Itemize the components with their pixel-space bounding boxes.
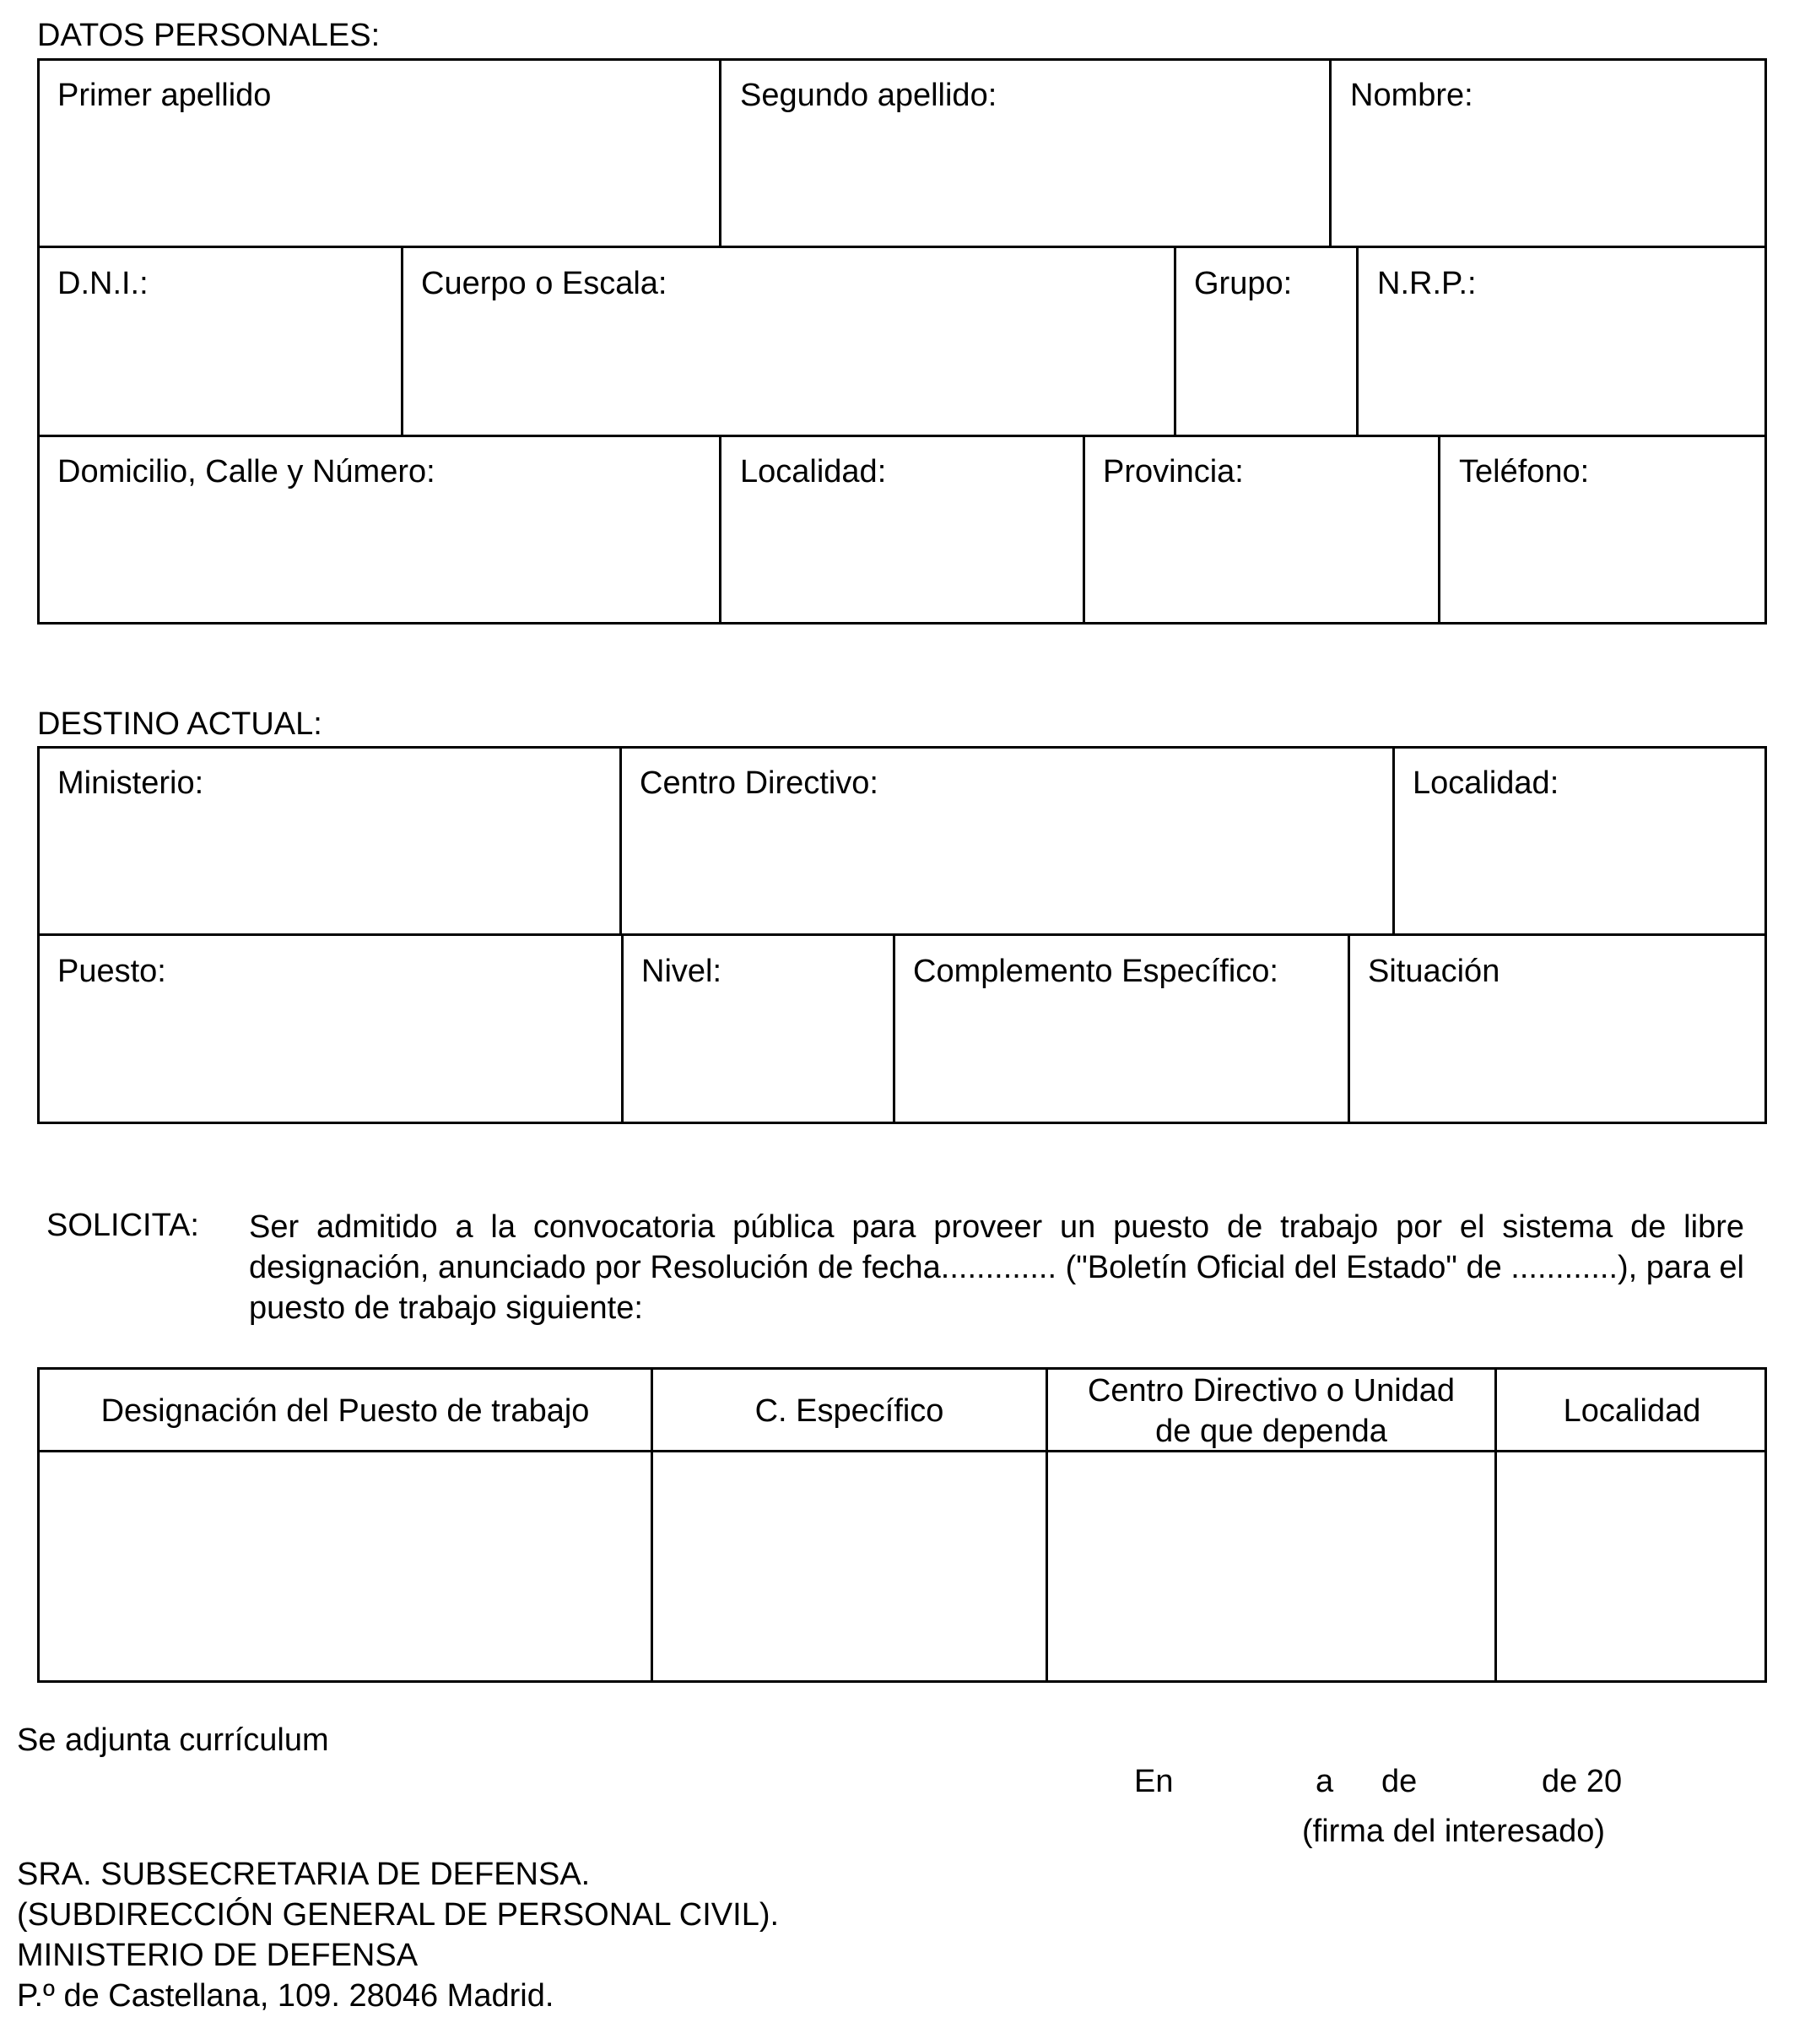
col-divider bbox=[1348, 933, 1350, 1124]
address-line: (SUBDIRECCIÓN GENERAL DE PERSONAL CIVIL). bbox=[17, 1897, 780, 1933]
adjunta-curriculum: Se adjunta currículum bbox=[17, 1722, 329, 1758]
field-provincia[interactable]: Provincia: bbox=[1103, 454, 1244, 489]
recipient-address bbox=[17, 1854, 779, 2016]
col-divider bbox=[1083, 435, 1085, 625]
row-divider bbox=[37, 246, 1767, 248]
cell-centro-input[interactable] bbox=[1048, 1452, 1494, 1680]
section-title-datos-personales: DATOS PERSONALES: bbox=[37, 18, 381, 53]
date-a: a bbox=[1316, 1764, 1334, 1799]
field-telefono[interactable]: Teléfono: bbox=[1459, 454, 1590, 489]
col-divider bbox=[1174, 246, 1176, 436]
firma-interesado: (firma del interesado) bbox=[1302, 1814, 1606, 1849]
field-destino-localidad[interactable]: Localidad: bbox=[1413, 765, 1559, 801]
col-divider bbox=[719, 58, 721, 247]
col-divider bbox=[893, 933, 895, 1124]
cell-especifico-input[interactable] bbox=[653, 1452, 1046, 1680]
field-complemento-especifico[interactable]: Complemento Específico: bbox=[913, 954, 1278, 989]
col-divider bbox=[1329, 58, 1332, 247]
date-de-20: de 20 bbox=[1542, 1764, 1623, 1799]
address-line: SRA. SUBSECRETARIA DE DEFENSA. bbox=[17, 1857, 591, 1892]
solicita-text: Ser admitido a la convocatoria pública para proveer un puesto de trabajo por el sistema de libre designación, anunciado por Resolución de fecha............. ("Boletín Oficial del Estado" de ............), para el puesto de trabajo siguiente: bbox=[249, 1209, 1744, 1326]
cell-designacion-input[interactable] bbox=[40, 1452, 651, 1680]
col-divider bbox=[619, 746, 622, 935]
field-primer-apellido[interactable]: Primer apellido bbox=[57, 78, 272, 113]
field-grupo[interactable]: Grupo: bbox=[1194, 266, 1293, 301]
field-nombre[interactable]: Nombre: bbox=[1350, 78, 1473, 113]
datos-personales-frame bbox=[37, 58, 1767, 625]
field-centro-directivo[interactable]: Centro Directivo: bbox=[640, 765, 878, 801]
field-cuerpo-escala[interactable]: Cuerpo o Escala: bbox=[421, 266, 667, 301]
field-nivel[interactable]: Nivel: bbox=[641, 954, 722, 989]
col-divider bbox=[1392, 746, 1395, 935]
date-de: de bbox=[1381, 1764, 1418, 1799]
col-divider bbox=[719, 435, 721, 625]
col-divider bbox=[1438, 435, 1440, 625]
header-centro-directivo bbox=[1048, 1371, 1494, 1452]
header-c-especifico: C. Específico bbox=[754, 1393, 944, 1429]
header-localidad: Localidad bbox=[1563, 1393, 1701, 1429]
address-line: MINISTERIO DE DEFENSA bbox=[17, 1938, 419, 1973]
header-centro-line1: Centro Directivo o Unidad bbox=[1087, 1373, 1456, 1409]
col-divider bbox=[621, 933, 624, 1124]
field-nrp[interactable]: N.R.P.: bbox=[1377, 266, 1477, 301]
field-puesto[interactable]: Puesto: bbox=[57, 954, 166, 989]
header-centro-line2: de que dependa bbox=[1155, 1414, 1387, 1449]
cell-localidad-input[interactable] bbox=[1497, 1452, 1767, 1680]
col-divider bbox=[1356, 246, 1359, 436]
field-ministerio[interactable]: Ministerio: bbox=[57, 765, 204, 801]
field-domicilio[interactable]: Domicilio, Calle y Número: bbox=[57, 454, 435, 489]
col-divider bbox=[401, 246, 403, 436]
address-line: P.º de Castellana, 109. 28046 Madrid. bbox=[17, 1978, 554, 2014]
section-title-destino-actual: DESTINO ACTUAL: bbox=[37, 706, 322, 742]
row-divider bbox=[37, 933, 1767, 936]
date-en: En bbox=[1134, 1764, 1174, 1799]
field-dni[interactable]: D.N.I.: bbox=[57, 266, 149, 301]
header-designacion: Designación del Puesto de trabajo bbox=[100, 1393, 590, 1429]
field-segundo-apellido[interactable]: Segundo apellido: bbox=[740, 78, 997, 113]
field-localidad[interactable]: Localidad: bbox=[740, 454, 887, 489]
field-situacion[interactable]: Situación bbox=[1368, 954, 1500, 989]
row-divider bbox=[37, 435, 1767, 437]
solicita-label: SOLICITA: bbox=[46, 1208, 199, 1243]
